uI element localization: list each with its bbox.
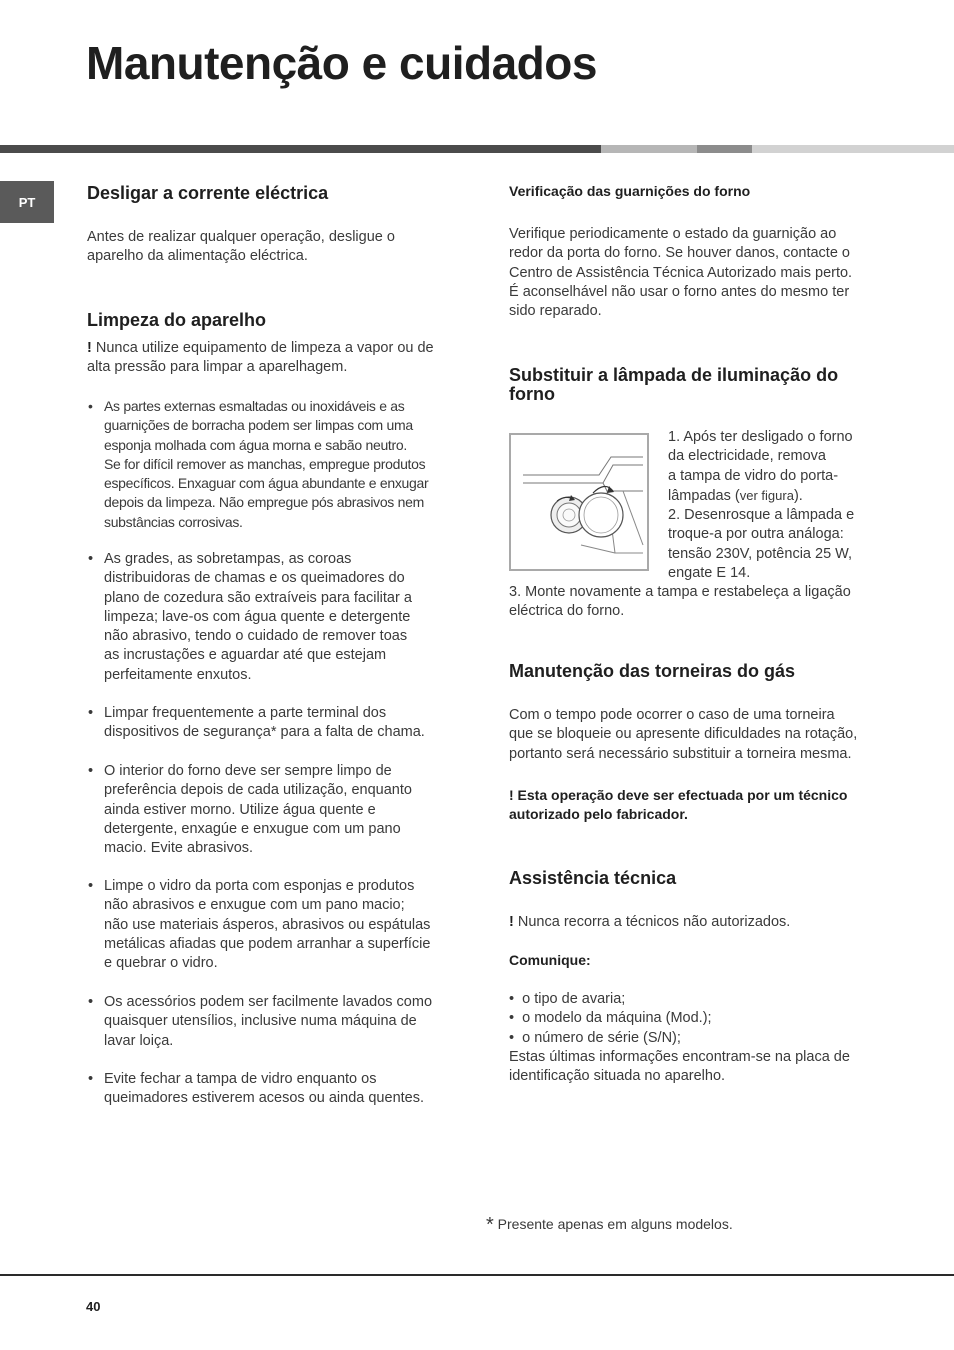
step-line: 1. Após ter desligado o forno <box>668 429 853 445</box>
lamp-step-3 <box>509 583 851 622</box>
section-heading-power: Desligar a corrente eléctrica <box>87 183 329 203</box>
step-line: 2. Desenrosque a lâmpada e <box>668 507 855 524</box>
list-line: queimadores estiverem acesos ou ainda quentes. <box>104 1090 424 1107</box>
cleaning-warning-line: alta pressão para limpar a aparelhagem. <box>87 359 348 376</box>
step-line: tensão 230V, potência 25 W, <box>668 545 853 562</box>
oven-lamp-illustration <box>511 435 647 569</box>
list-line: limpeza; lave-os com água quente e detergente <box>104 608 411 625</box>
list-item <box>88 993 433 1051</box>
gas-line: que se bloqueie ou apresente dificuldades na rotação, <box>509 726 858 743</box>
lamp-step-1 <box>668 428 854 583</box>
list-line: esponja molhada com água morna e sabão neutro. <box>104 436 407 453</box>
cleaning-warning-line <box>87 339 434 358</box>
section-heading-seals: Verificação das guarnições do forno <box>509 183 751 199</box>
header-band-light <box>752 145 954 153</box>
section-heading-lamp <box>509 366 838 404</box>
communicate-label: Comunique: <box>509 952 591 968</box>
step-line: a tampa de vidro do porta- <box>668 467 839 484</box>
bullet-icon: • <box>88 705 94 721</box>
list-line: dispositivos de segurança* para a falta de chama. <box>104 724 425 741</box>
step-line <box>668 486 854 506</box>
gas-line: Com o tempo pode ocorrer o caso de uma torneira <box>509 707 835 723</box>
list-line: o modelo da máquina (Mod.); <box>522 1010 712 1027</box>
warning-text: Nunca utilize equipamento de limpeza a vapor ou de <box>91 340 434 356</box>
list-line: depois da limpeza. Não empregue pós abrasivos nem <box>104 494 424 511</box>
section-heading-gas-taps: Manutenção das torneiras do gás <box>509 661 796 681</box>
lamp-replacement-figure <box>509 433 649 571</box>
cleaning-warning <box>87 339 434 378</box>
step-text: lâmpadas ( <box>668 487 740 504</box>
header-band-mid <box>601 145 697 153</box>
header-band-mid2 <box>697 145 752 153</box>
assistance-list <box>509 990 850 1086</box>
seals-line: É aconselhável não usar o forno antes do mesmo ter <box>509 283 850 300</box>
bullet-icon: • <box>88 1071 94 1087</box>
list-line: Evite fechar a tampa de vidro enquanto os <box>104 1071 377 1087</box>
list-item <box>88 704 425 743</box>
bullet-icon: • <box>509 991 523 1007</box>
warning-mark: ! <box>87 340 92 356</box>
list-line: detergente, enxagúe e enxugue com um pano <box>104 820 401 837</box>
info-line: Estas últimas informações encontram-se na placa de <box>509 1048 850 1065</box>
gas-line: portanto será necessário substituir a torneira mesma. <box>509 745 852 762</box>
list-line: substâncias corrosivas. <box>104 513 243 530</box>
footer-rule <box>0 1274 954 1276</box>
heading-line: Substituir a lâmpada de iluminação do <box>509 365 839 385</box>
gas-taps-paragraph <box>509 706 857 764</box>
power-paragraph <box>87 228 395 267</box>
list-line: ainda estiver morno. Utilize água quente e <box>104 801 376 818</box>
warning-mark: ! <box>509 914 514 930</box>
header-band-dark <box>0 145 601 153</box>
seals-paragraph <box>509 225 852 321</box>
list-line: o número de série (S/N); <box>522 1029 681 1046</box>
list-line: Os acessórios podem ser facilmente lavados como <box>104 994 433 1010</box>
info-line: identificação situada no aparelho. <box>509 1068 726 1085</box>
section-heading-cleaning: Limpeza do aparelho <box>87 310 267 330</box>
list-line: O interior do forno deve ser sempre limpo de <box>104 763 392 779</box>
warning-line: ! Esta operação deve ser efectuada por um técnico <box>509 787 848 803</box>
list-line: Limpe o vidro da porta com esponjas e produtos <box>104 878 415 894</box>
seals-line: sido reparado. <box>509 303 602 320</box>
heading-line: forno <box>509 384 555 404</box>
list-line: e quebrar o vidro. <box>104 955 218 972</box>
list-line: perfeitamente enxutos. <box>104 666 252 683</box>
bullet-icon: • <box>509 1029 523 1046</box>
list-line: distribuidoras de chamas e os queimadores do <box>104 570 405 587</box>
list-line: não abrasivo, tendo o cuidado de remover toas <box>104 628 408 645</box>
list-line: macio. Evite abrasivos. <box>104 840 254 857</box>
language-tab: PT <box>0 181 54 223</box>
asterisk-mark: * <box>486 1214 494 1236</box>
step-line: eléctrica do forno. <box>509 603 625 620</box>
step-line: da electricidade, remova <box>668 448 826 465</box>
seals-line: Centro de Assistência Técnica Autorizado mais perto. <box>509 264 853 281</box>
list-line: não use materiais ásperos, abrasivos ou espátulas <box>104 916 431 933</box>
list-item <box>88 1070 424 1109</box>
list-line: plano de cozedura são extraíveis para facilitar a <box>104 589 412 606</box>
footnote-text: Presente apenas em alguns modelos. <box>493 1216 733 1232</box>
bullet-icon: • <box>509 1010 523 1027</box>
step-line: engate E 14. <box>668 565 751 582</box>
list-item <box>88 762 412 858</box>
seals-line: redor da porta do forno. Se houver danos, contacte o <box>509 245 850 262</box>
list-line: não abrasivos e enxugue com um pano macio; <box>104 897 405 914</box>
list-line: específicos. Enxaguar com água abundante e enxugar <box>104 475 429 492</box>
list-line: Se for difícil remover as manchas, empregue produtos <box>104 455 426 472</box>
list-item <box>88 397 429 532</box>
page-title: Manutenção e cuidados <box>86 37 597 89</box>
list-item <box>88 877 431 973</box>
list-line: o tipo de avaria; <box>522 991 626 1007</box>
step-line: 3. Monte novamente a tampa e restabeleça a ligação <box>509 584 851 600</box>
figure-reference: ver figura <box>739 487 794 503</box>
bullet-icon: • <box>88 878 94 894</box>
list-line: Limpar frequentemente a parte terminal dos <box>104 705 387 721</box>
step-text: ). <box>793 487 803 504</box>
list-line: guarnições de borracha podem ser limpas com uma <box>104 417 413 434</box>
list-line: metálicas afiadas que podem arranhar a superfície <box>104 935 431 952</box>
list-item <box>509 990 850 1009</box>
step-line: troque-a por outra análoga: <box>668 526 844 543</box>
list-line: As partes externas esmaltadas ou inoxidáveis e as <box>104 398 405 414</box>
footnote <box>486 1214 733 1237</box>
list-line: lavar loiça. <box>104 1032 174 1049</box>
bullet-icon: • <box>88 763 94 779</box>
list-line: quaisquer utensílios, inclusive numa máquina de <box>104 1013 417 1030</box>
list-line: as incrustações e aguardar até que estejam <box>104 647 387 664</box>
list-line: As grades, as sobretampas, as coroas <box>104 551 352 567</box>
seals-line: Verifique periodicamente o estado da guarnição ao <box>509 226 837 242</box>
bullet-icon: • <box>88 994 94 1010</box>
page-number: 40 <box>86 1299 101 1314</box>
warning-line: autorizado pelo fabricador. <box>509 806 688 823</box>
list-item <box>509 1029 850 1048</box>
bullet-icon: • <box>88 551 94 567</box>
list-item <box>509 1009 850 1028</box>
power-line: Antes de realizar qualquer operação, desligue o <box>87 229 395 245</box>
power-line: aparelho da alimentação eléctrica. <box>87 248 308 265</box>
section-heading-assistance: Assistência técnica <box>509 868 677 888</box>
assistance-warning <box>509 913 790 932</box>
list-item <box>88 550 412 685</box>
list-line: preferência depois de cada utilização, enquanto <box>104 782 412 799</box>
warning-text: Nunca recorra a técnicos não autorizados. <box>513 914 791 930</box>
bullet-icon: • <box>88 398 93 414</box>
gas-taps-warning <box>509 786 847 825</box>
